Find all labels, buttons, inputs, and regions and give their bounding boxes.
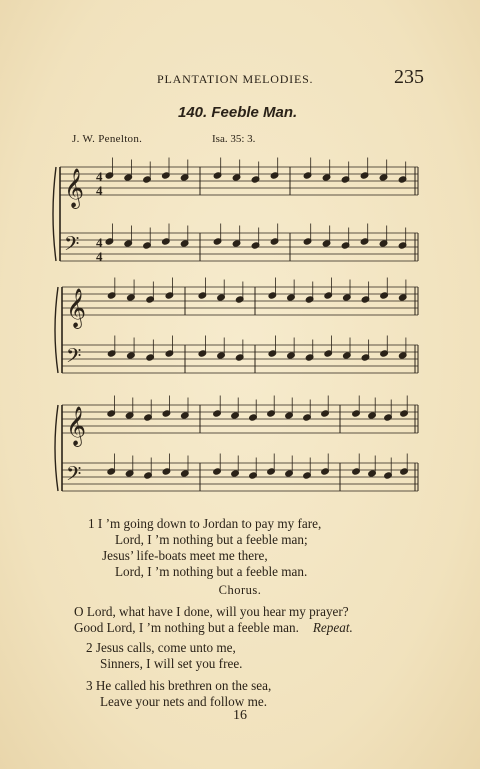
time-signature: 4 xyxy=(96,169,103,184)
verse-3-line-1: 3 He called his brethren on the sea, xyxy=(86,678,272,693)
verse-1-line-1: 1 I ’m going down to Jordan to pay my fare, xyxy=(88,516,322,531)
treble-clef: 𝄞 xyxy=(64,168,85,208)
bass-clef: 𝄢 xyxy=(64,232,80,260)
running-title: PLANTATION MELODIES. xyxy=(157,72,314,86)
chorus-line-2 xyxy=(74,620,353,636)
chorus-heading: Chorus. xyxy=(218,583,262,597)
chorus-line-1: O Lord, what have I done, will you hear my prayer? xyxy=(74,604,349,619)
page-number: 235 xyxy=(394,66,424,88)
treble-clef: 𝄞 xyxy=(66,288,87,328)
time-signature: 4 xyxy=(96,183,103,198)
chorus-line-2-text: Good Lord, I ’m nothing but a feeble man. xyxy=(74,620,299,635)
hymn-title: 140. Feeble Man. xyxy=(178,104,298,121)
repeat-marking: Repeat. xyxy=(312,620,353,635)
time-signature: 4 xyxy=(96,235,103,250)
system-bracket xyxy=(55,405,58,491)
bass-clef: 𝄢 xyxy=(66,462,82,490)
verse-2-line-2: Sinners, I will set you free. xyxy=(100,656,243,671)
composer-credit: J. W. Penelton. xyxy=(72,133,143,145)
bass-clef: 𝄢 xyxy=(66,344,82,372)
treble-clef: 𝄞 xyxy=(66,406,87,446)
signature-mark: 16 xyxy=(233,708,247,723)
verse-1-line-4: Lord, I ’m nothing but a feeble man. xyxy=(115,564,308,579)
system-bracket xyxy=(55,287,58,373)
verse-1-line-2: Lord, I ’m nothing but a feeble man; xyxy=(115,532,308,547)
scripture-reference: Isa. 35: 3. xyxy=(212,133,256,145)
verse-3-line-2: Leave your nets and follow me. xyxy=(100,694,267,709)
verse-2-line-1: 2 Jesus calls, come unto me, xyxy=(86,640,236,655)
verse-1-line-3: Jesus’ life-boats meet me there, xyxy=(102,548,268,563)
time-signature: 4 xyxy=(96,249,103,264)
system-bracket xyxy=(53,167,56,261)
